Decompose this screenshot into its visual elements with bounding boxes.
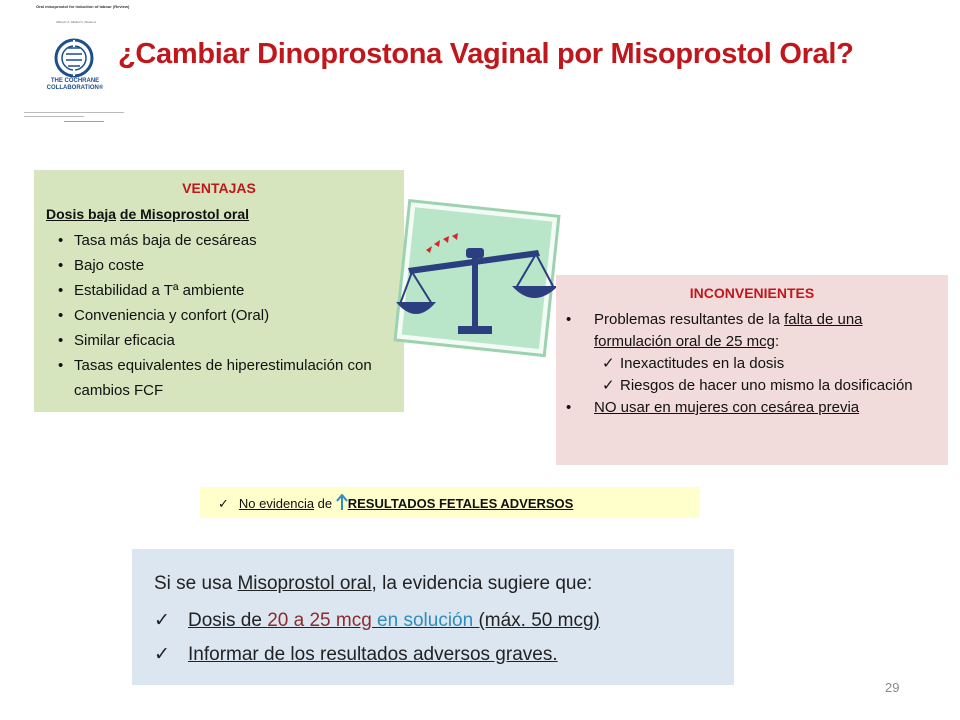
cochrane-logo-icon [54,38,94,78]
page-title: ¿Cambiar Dinoprostona Vaginal por Misoprostol Oral? [118,38,854,70]
list-item: • Tasas equivalentes de hiperestimulación con cambios FCF [58,357,372,399]
list-item: • Tasa más baja de cesáreas [58,232,257,249]
ventajas-box [34,170,404,412]
ventajas-list [46,228,396,403]
list-subitem: ✓ Riesgos de hacer uno mismo la dosificación [566,375,944,397]
list-item: • NO usar en mujeres con cesárea previa [566,399,860,416]
evidence-box [200,487,700,518]
list-subitem: ✓ Inexactitudes en la dosis [566,353,944,375]
page-number: 29 [885,680,900,695]
recommendation-item: ✓ Dosis de 20 a 25 mcg en solución (máx. 50 mcg) [154,610,600,631]
inconvenientes-list [566,309,944,419]
recommendation-item: ✓ Informar de los resultados adversos graves. [154,644,558,665]
recommendation-box [132,549,734,685]
list-item: • Bajo coste [58,257,145,274]
ventajas-subheading: Dosis baja de Misoprostol oral [46,206,250,222]
arrow-up-icon [336,494,348,510]
review-authors: Alfirevic Z, Aflaifel N, Weeks A [56,20,97,24]
checkmark-icon: ✓ [602,355,615,372]
balance-scale-icon [388,198,563,358]
list-item: • Conveniencia y confort (Oral) [58,307,270,324]
recommendation-lead: Si se usa Misoprostol oral, la evidencia sugiere que: [154,573,593,594]
list-item: • Similar eficacia [58,332,175,349]
cochrane-review-thumbnail [14,4,130,124]
doc-link-line [64,121,104,122]
checkmark-icon: ✓ [154,610,170,631]
list-item: • Problemas resultantes de la falta de una formulación oral de 25 mcg: [566,311,863,350]
inconvenientes-box [556,275,948,465]
ventajas-heading: VENTAJAS [182,180,256,196]
review-title: Oral misoprostol for induction of labour (Review) [36,4,130,9]
checkmark-icon: ✓ [602,377,615,394]
checkmark-icon: ✓ [154,644,170,665]
list-item: • Estabilidad a Tª ambiente [58,282,245,299]
cochrane-logo-text: THE COCHRANE COLLABORATION® [46,78,104,91]
checkmark-icon: ✓ [218,496,229,511]
evidence-text: ✓ No evidencia de RESULTADOS FETALES ADVERSOS [218,496,574,511]
doc-line [24,116,84,117]
inconvenientes-heading: INCONVENIENTES [689,285,815,301]
doc-line [24,112,124,113]
